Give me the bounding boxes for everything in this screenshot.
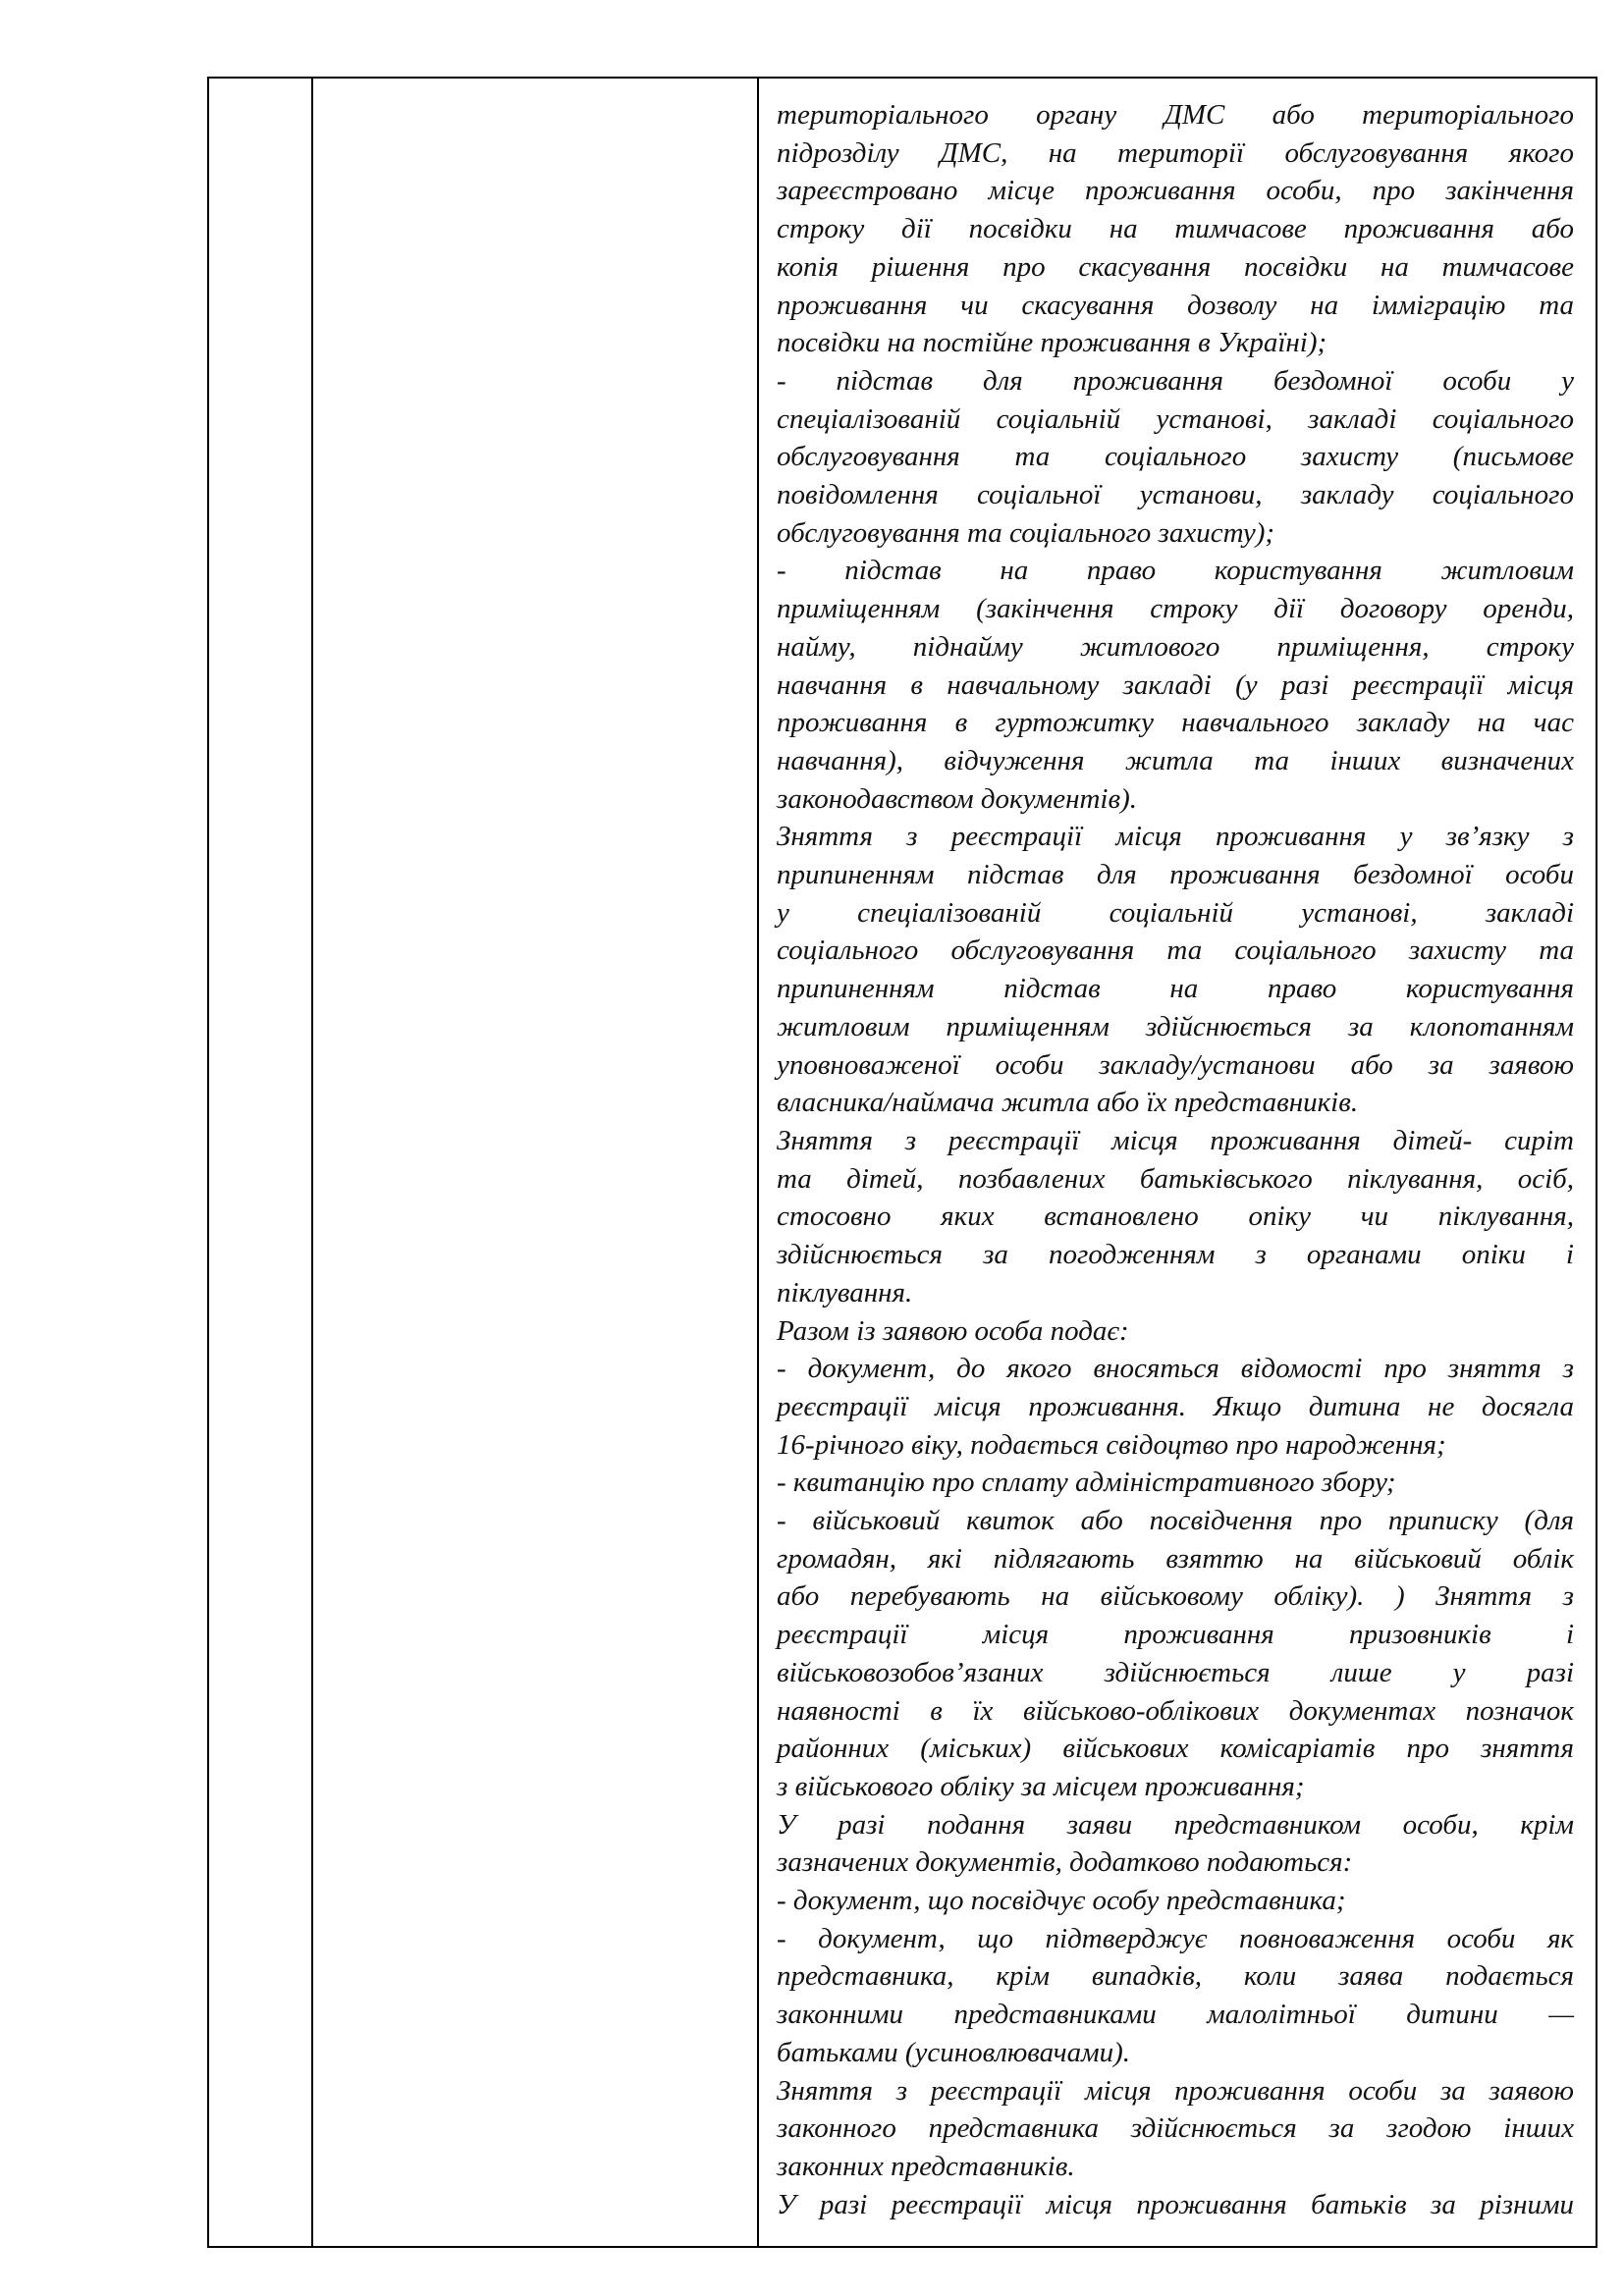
text-line: громадян, які підлягають взяттю на військовий облік (777, 1542, 1574, 1575)
text-line: приміщенням (закінчення строку дії договору оренди, (777, 593, 1574, 625)
description-cell (758, 78, 1597, 2247)
text-line: законних представників. (777, 2150, 1075, 2182)
text-line: представника, крім випадків, коли заява подається (777, 1960, 1574, 1993)
text-line: повідомлення соціальної установи, закладу соціального (777, 479, 1574, 511)
text-line: У разі реєстрації місця проживання батьків за різними (777, 2188, 1574, 2220)
text-line: Зняття з реєстрації місця проживання особи за заявою (777, 2074, 1574, 2107)
text-line: реєстрації місця проживання призовників і (777, 1619, 1574, 1651)
service-name-cell (312, 78, 758, 2247)
number-cell (208, 78, 312, 2247)
text-line: здійснюється за погодженням з органами опіки і (777, 1239, 1574, 1271)
text-line: проживання чи скасування дозволу на імміграцію та (777, 289, 1574, 321)
text-line: - документ, що підтверджує повноваження особи як (777, 1922, 1574, 1954)
text-line: обслуговування та соціального захисту (письмове (777, 441, 1574, 473)
text-line: обслуговування та соціального захисту); (777, 516, 1275, 549)
text-line: проживання в гуртожитку навчального закладу на час (777, 707, 1574, 739)
text-line: припиненням підстав на право користування (777, 973, 1574, 1005)
text-line: стосовно яких встановлено опіку чи піклування, (777, 1201, 1574, 1233)
text-line: Зняття з реєстрації місця проживання дітей- сиріт (777, 1124, 1574, 1156)
text-line: навчання), відчуження житла та інших визначених (777, 744, 1574, 776)
text-line: 16-річного віку, подається свідоцтво про народження; (777, 1428, 1446, 1461)
description-text (759, 79, 1596, 2223)
text-line: припиненням підстав для проживання бездомної особи (777, 859, 1574, 891)
text-line: копія рішення про скасування посвідки на тимчасове (777, 250, 1574, 283)
text-line: Разом із заявою особа подає: (777, 1314, 1129, 1347)
text-line: уповноваженої особи закладу/установи або за заявою (777, 1048, 1574, 1081)
text-line: реєстрації місця проживання. Якщо дитина не досягла (777, 1390, 1574, 1422)
text-line: навчання в навчальному закладі (у разі реєстрації місця (777, 668, 1574, 701)
text-line: Зняття з реєстрації місця проживання у зв’язку з (777, 821, 1574, 853)
text-line: законного представника здійснюється за згодою інших (777, 2112, 1574, 2145)
text-line: з військового обліку за місцем проживання; (777, 1770, 1305, 1802)
text-line: законодавством документів). (777, 782, 1137, 815)
text-line: військовозобов’язаних здійснюється лише у разі (777, 1656, 1574, 1688)
text-line: - підстав на право користування житловим (777, 555, 1574, 587)
table-row (208, 78, 1597, 2247)
text-line: та дітей, позбавлених батьківського піклування, осіб, (777, 1162, 1574, 1195)
document-table (207, 77, 1597, 2248)
text-line: У разі подання заяви представником особи, крім (777, 1808, 1574, 1841)
text-line: власника/наймача житла або їх представників. (777, 1087, 1359, 1119)
text-line: найму, піднайму житлового приміщення, строку (777, 630, 1574, 663)
text-line: зареєстровано місце проживання особи, про закінчення (777, 175, 1574, 207)
text-line: житловим приміщенням здійснюється за клопотанням (777, 1010, 1574, 1042)
text-line: посвідки на постійне проживання в Україні); (777, 327, 1327, 359)
text-line: територіального органу ДМС або територіального (777, 99, 1574, 131)
text-line: - документ, до якого вносяться відомості про зняття з (777, 1353, 1574, 1385)
text-line: наявності в їх військово-облікових документах позначок (777, 1694, 1574, 1727)
text-line: законними представниками малолітньої дитини — (777, 1999, 1574, 2031)
text-line: спеціалізованій соціальній установі, закладі соціального (777, 402, 1574, 435)
text-line: строку дії посвідки на тимчасове проживання або (777, 213, 1574, 245)
text-line: соціального обслуговування та соціального захисту та (777, 934, 1574, 967)
text-line: піклування. (777, 1276, 913, 1308)
text-line: районних (міських) військових комісаріатів про зняття (777, 1733, 1574, 1765)
text-line: - підстав для проживання бездомної особи у (777, 364, 1574, 397)
text-line: у спеціалізованій соціальній установі, закладі (777, 896, 1574, 929)
text-line: або перебувають на військовому обліку). ) Зняття з (777, 1580, 1574, 1613)
text-line: підрозділу ДМС, на території обслуговування якого (777, 136, 1574, 169)
text-line: зазначених документів, додатково подаються: (777, 1846, 1353, 1879)
text-line: - військовий квиток або посвідчення про приписку (для (777, 1505, 1574, 1537)
text-line: - квитанцію про сплату адміністративного збору; (777, 1467, 1396, 1499)
text-line: - документ, що посвідчує особу представника; (777, 1885, 1346, 1917)
text-line: батьками (усиновлювачами). (777, 2036, 1131, 2068)
